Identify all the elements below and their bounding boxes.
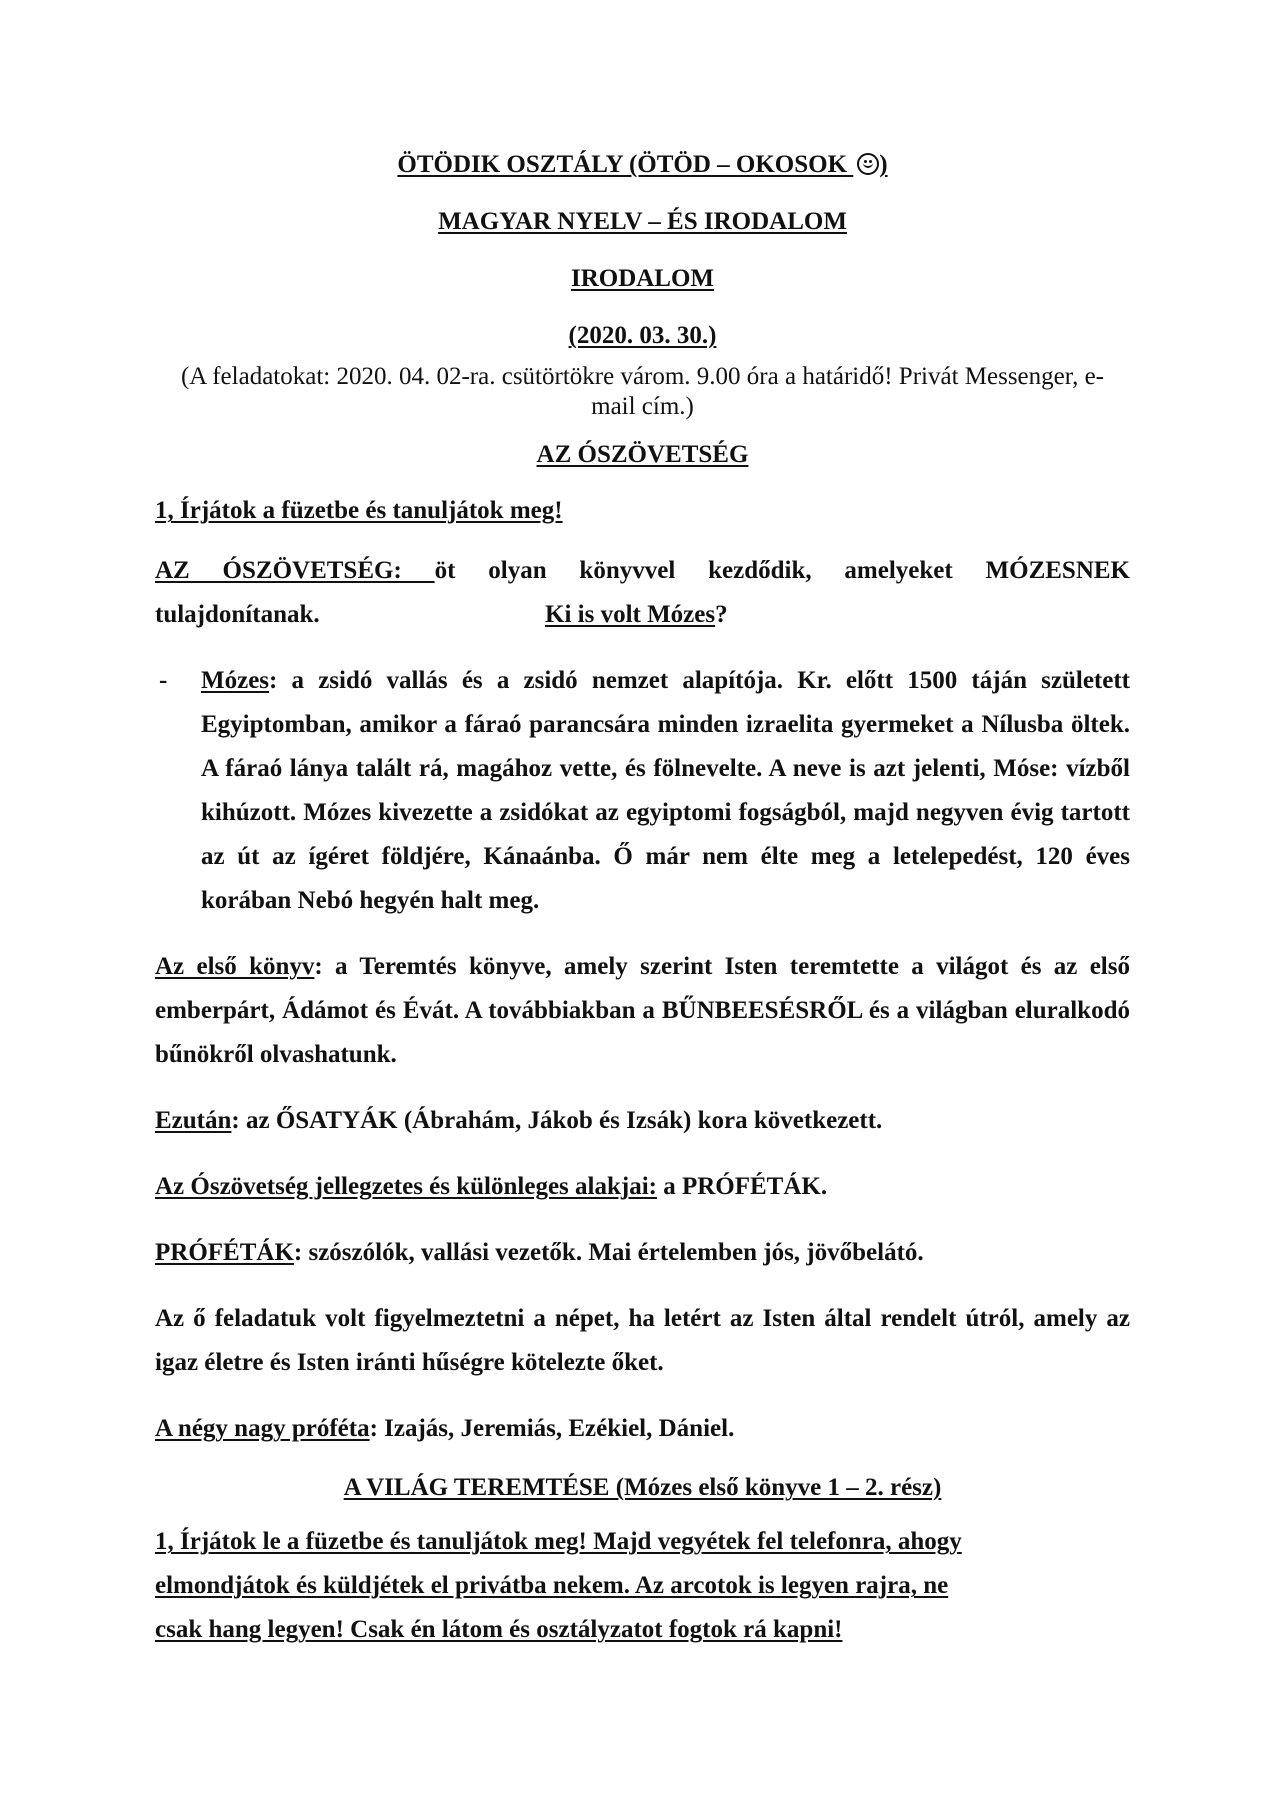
header-block [155,150,1130,350]
figures-label: Az Ószövetség jellegzetes és különleges alakjai: [155,1173,657,1200]
bullet-text [201,659,1130,923]
first-book-text: : a Teremtés könyve, amely szerint Isten teremtette a világot és az első emberpárt, Ádámot és Évát. A továbbiakban a BŰNBEESÉSRŐL és a világban eluralkodó bűnökről olvashatunk. [155,953,1130,1068]
section1-heading-wrap [155,440,1130,469]
question-underlined: Ki is volt Mózes [545,601,716,628]
prophets-paragraph [155,1231,1130,1275]
first-book-label: Az első könyv [155,953,315,980]
class-title-close: ) [879,151,888,178]
after-text: : az ŐSATYÁK (Ábrahám, Jákob és Izsák) kora következett. [231,1107,883,1134]
intro-line-2 [155,593,1130,637]
bullet-label: Mózes [201,667,270,694]
intro-line-1 [155,549,1130,593]
section-title-creation: A VILÁG TEREMTÉSE (Mózes első könyve 1 – 2. rész) [343,1474,942,1501]
task-1-text: 1, Írjátok a füzetbe és tanuljátok meg! [155,497,563,524]
bullet-dash: - [159,667,168,694]
after-paragraph [155,1099,1130,1143]
four-prophets-label: A négy nagy próféta [155,1415,370,1442]
task-1 [155,489,1130,533]
first-book-paragraph [155,945,1130,1077]
duty-paragraph: Az ő feladatuk volt figyelmeztetni a népet, ha letért az Isten által rendelt útról, amely az igaz életre és Isten iránti hűségre kötelezte őket. [155,1305,1130,1376]
question [545,593,728,637]
section-title-oszovetseg: AZ ÓSZÖVETSÉG [536,441,749,468]
prophets-label: PRÓFÉTÁK [155,1239,294,1266]
after-label: Ezután [155,1107,232,1134]
intro-text: öt olyan könyvvel kezdődik, amelyeket MÓZESNEK [434,557,1131,584]
smiley-face-icon [857,153,879,175]
four-prophets-paragraph [155,1407,1130,1451]
figures-text: a PRÓFÉTÁK. [656,1173,828,1200]
bullet-mozes [155,659,1130,923]
task-2: 1, Írjátok le a füzetbe és tanuljátok meg! Majd vegyétek fel telefonra, ahogy elmondjátok és küldjétek el privátba nekem. Az arcotok is legyen rajra, ne csak hang legyen! Csak én látom és osztályzatot fogtok rá kapni! [155,1528,962,1643]
date-title: (2020. 03. 30.) [568,322,717,349]
subject-title: MAGYAR NYELV – ÉS IRODALOM [438,208,847,235]
intro-line2-left: tulajdonítanak. [155,601,320,628]
prophets-text: : szószólók, vallási vezetők. Mai értelemben jós, jövőbelátó. [293,1239,924,1266]
bullet-body: : a zsidó vallás és a zsidó nemzet alapítója. Kr. előtt 1500 táján született Egyiptomban, amikor a fáraó parancsára minden izraelita gyermeket a Nílusba öltek. A fáraó lánya talált rá, magához vette, és fölnevelte. A neve is azt jelenti, Móse: vízből kihúzott. Mózes kivezette a zsidókat az egyiptomi fogságból, majd negyven évig tartott az út az ígéret földjére, Kánaánba. Ő már nem élte meg a letelepedést, 120 éves korában Nebó hegyén halt meg. [201,667,1130,914]
four-prophets-text: : Izajás, Jeremiás, Ezékiel, Dániel. [369,1415,735,1442]
figures-paragraph [155,1165,1130,1209]
deadline-note: (A feladatokat: 2020. 04. 02-ra. csütörtökre várom. 9.00 óra a határidő! Privát Messenger, e-mail cím.) [180,363,1104,420]
topic-title: IRODALOM [570,265,715,292]
class-title-text: ÖTÖDIK OSZTÁLY (ÖTÖD – OKOSOK [397,151,848,178]
class-title [155,150,1130,179]
document-page [155,150,1130,1652]
section2-heading-wrap [155,1473,1130,1502]
question-mark: ? [715,601,728,628]
intro-label: AZ ÓSZÖVETSÉG: [155,557,435,584]
